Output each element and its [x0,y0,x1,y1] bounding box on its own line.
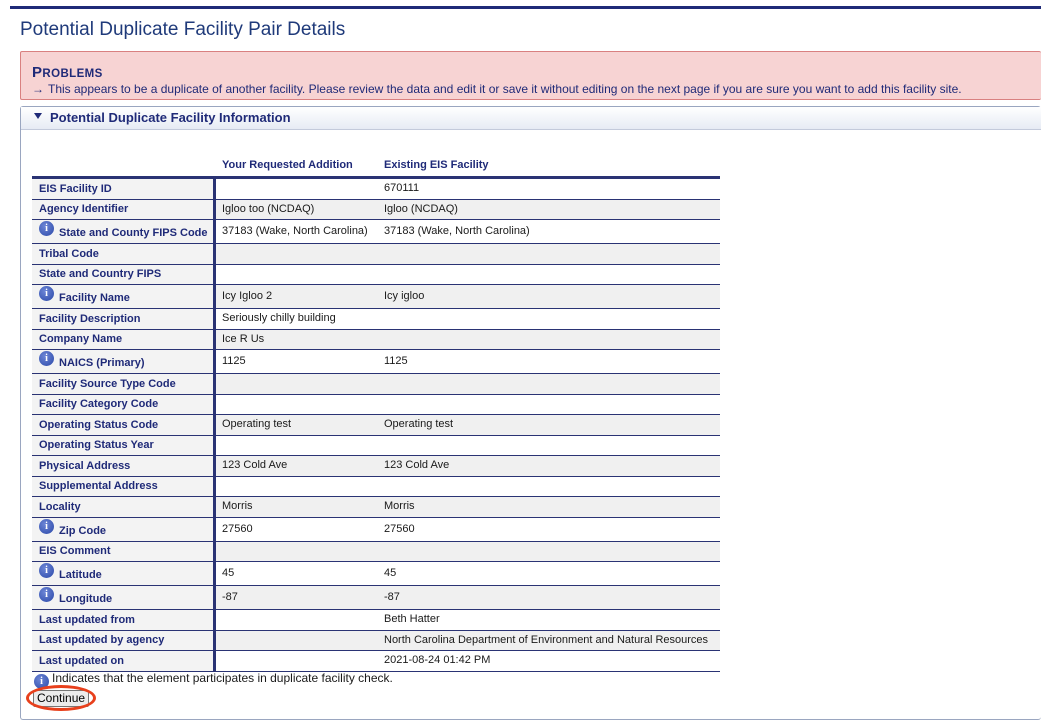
comparison-table [32,157,720,672]
row-label-cell [32,518,216,541]
row-label: State and Country FIPS [39,268,162,280]
existing-value: 123 Cold Ave [384,459,450,471]
table-body [32,179,720,672]
table-row [32,350,720,374]
row-label: Latitude [59,569,102,581]
table-row [32,415,720,436]
table-row [32,265,720,286]
requested-value: -87 [222,591,238,603]
existing-value: 27560 [384,522,415,535]
row-label-cell [32,309,216,329]
row-label: Company Name [39,333,123,345]
existing-value: Operating test [384,418,454,430]
panel-header[interactable] [21,107,1041,130]
row-label-cell [32,562,216,585]
row-label: State and County FIPS Code [59,227,208,239]
row-label: Zip Code [59,524,107,537]
problems-message-text: This appears to be a duplicate of another facility. Please review the data and edit it or save it without editing on the next page if you are sure you want to add this facility site. [48,82,962,96]
table-row [32,631,720,652]
requested-value: Seriously chilly building [222,312,336,324]
requested-value: Operating test [222,418,292,430]
table-row [32,436,720,457]
row-label: Last updated by agency [39,634,165,646]
column-header-requested: Your Requested Addition [222,159,353,171]
requested-value: Morris [222,500,253,512]
row-label: Facility Category Code [39,398,159,410]
row-label-cell [32,456,216,476]
column-header-existing: Existing EIS Facility [384,159,489,171]
row-label: Operating Status Year [39,439,154,451]
info-icon: i [39,519,54,534]
row-label-cell [32,586,216,609]
requested-value: Icy Igloo 2 [222,290,273,302]
existing-value: 2021-08-24 01:42 PM [384,654,491,666]
table-row [32,330,720,351]
requested-value: 37183 (Wake, North Carolina) [222,225,368,237]
problems-title-rest: ROBLEMS [42,68,103,80]
table-row [32,309,720,330]
problems-message [32,82,962,96]
row-label-cell [32,631,216,651]
requested-value: 27560 [222,522,253,535]
row-label-cell [32,285,216,308]
row-label-cell [32,497,216,517]
row-label-cell [32,436,216,456]
table-header [32,157,720,179]
table-row [32,562,720,586]
row-label-cell [32,610,216,630]
table-row [32,651,720,672]
existing-value: 45 [384,567,397,579]
row-label-cell [32,374,216,394]
row-label-cell [32,350,216,373]
table-row [32,477,720,498]
row-label: Physical Address [39,459,131,472]
row-label: Agency Identifier [39,203,129,215]
requested-value: 1125 [222,355,246,367]
existing-value: 1125 [384,355,408,367]
row-label: Locality [39,500,81,513]
table-row [32,244,720,265]
arrow-right-icon: → [32,82,44,96]
requested-value: Ice R Us [222,332,265,345]
row-label-cell [32,200,216,220]
row-label-cell [32,330,216,350]
table-row [32,610,720,631]
requested-value: Igloo too (NCDAQ) [222,202,315,215]
info-icon: i [39,563,54,578]
row-label: Operating Status Code [39,418,159,431]
highlight-annotation [26,685,96,711]
existing-value: 37183 (Wake, North Carolina) [384,225,530,237]
row-label: EIS Comment [39,545,111,557]
row-label: Facility Name [59,292,130,304]
table-row [32,395,720,416]
table-row [32,200,720,221]
row-label: Facility Description [39,312,141,325]
row-label-cell [32,220,216,243]
table-row [32,456,720,477]
table-row [32,285,720,309]
info-icon: i [39,221,54,236]
legend [34,671,393,689]
existing-value: -87 [384,591,400,603]
table-row [32,586,720,610]
table-row [32,542,720,563]
row-label-cell [32,265,216,285]
row-label-cell [32,395,216,415]
row-label: Last updated on [39,654,124,667]
table-row [32,179,720,200]
table-row [32,220,720,244]
row-label-cell [32,477,216,497]
existing-value: Morris [384,500,415,512]
existing-value: North Carolina Department of Environment and Natural Resources [384,633,709,646]
requested-value: 123 Cold Ave [222,459,288,471]
info-icon: i [39,351,54,366]
panel-title: Potential Duplicate Facility Information [50,110,291,125]
row-label: Last updated from [39,613,135,626]
existing-value: 670111 [384,182,420,194]
caret-down-icon[interactable] [34,113,42,119]
legend-text: Indicates that the element participates in duplicate facility check. [52,671,393,685]
info-icon: i [34,674,49,689]
row-label-cell [32,415,216,435]
row-label: Longitude [59,593,113,605]
row-label-cell [32,651,216,671]
continue-button[interactable]: Continue [33,690,89,707]
row-label-cell [32,244,216,264]
row-label: EIS Facility ID [39,182,112,195]
problems-box [20,51,1041,100]
table-row [32,374,720,395]
table-row [32,518,720,542]
row-label: NAICS (Primary) [59,357,145,369]
row-label: Supplemental Address [39,480,158,492]
problems-title-initial: P [32,64,43,81]
requested-value: 45 [222,567,235,579]
problems-title [32,64,103,81]
existing-value: Igloo (NCDAQ) [384,202,458,215]
page-title: Potential Duplicate Facility Pair Details [20,19,346,40]
existing-value: Beth Hatter [384,613,440,625]
row-label-cell [32,542,216,562]
info-icon: i [39,587,54,602]
row-label-cell [32,179,216,199]
existing-value: Icy igloo [384,290,425,302]
info-icon: i [39,286,54,301]
row-label: Tribal Code [39,247,99,260]
top-rule [10,6,1041,9]
table-row [32,497,720,518]
row-label: Facility Source Type Code [39,377,176,390]
